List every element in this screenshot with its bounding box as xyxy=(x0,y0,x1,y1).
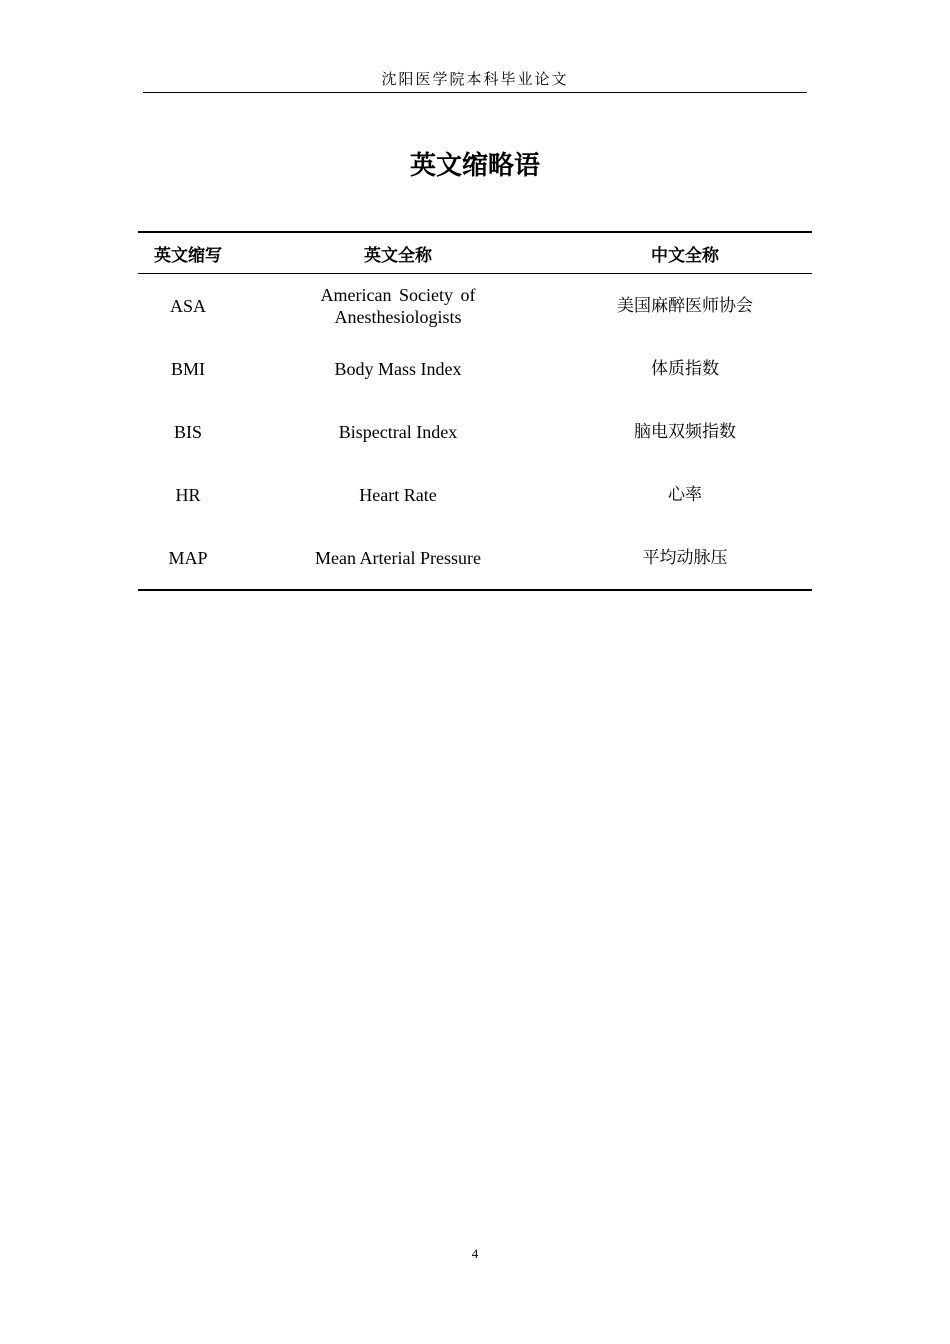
full-zh-cell: 脑电双频指数 xyxy=(634,421,736,442)
full-zh-cell: 体质指数 xyxy=(651,358,719,379)
abbr-cell: MAP xyxy=(168,547,208,568)
full-en-cell: Body Mass Index xyxy=(334,358,462,379)
abbreviation-table xyxy=(138,231,812,591)
table-row xyxy=(138,526,812,590)
column-header-abbr: 英文缩写 xyxy=(154,245,222,266)
table-row xyxy=(138,463,812,526)
full-zh-cell: 心率 xyxy=(668,484,702,505)
table-row xyxy=(138,337,812,400)
page-number: 4 xyxy=(471,1246,479,1261)
abbr-cell: BMI xyxy=(170,358,205,379)
column-header-full-en: 英文全称 xyxy=(364,245,432,266)
table-header-row xyxy=(138,232,812,274)
full-en-cell: Heart Rate xyxy=(359,484,437,505)
abbr-cell: ASA xyxy=(169,295,206,316)
column-header-full-zh: 中文全称 xyxy=(651,245,719,266)
page-title: 英文缩略语 xyxy=(409,151,540,181)
abbr-cell: HR xyxy=(175,484,201,505)
full-en-cell: Bispectral Index xyxy=(338,421,458,442)
table-row xyxy=(138,274,812,338)
running-header: 沈阳医学院本科毕业论文 xyxy=(143,68,807,93)
full-en-cell: Mean Arterial Pressure xyxy=(315,547,481,568)
table-row xyxy=(138,400,812,463)
full-en-cell: American Society of Anesthesiologists xyxy=(320,284,476,327)
full-zh-cell: 美国麻醉医师协会 xyxy=(617,295,753,316)
abbr-cell: BIS xyxy=(173,421,202,442)
full-zh-cell: 平均动脉压 xyxy=(642,547,728,568)
